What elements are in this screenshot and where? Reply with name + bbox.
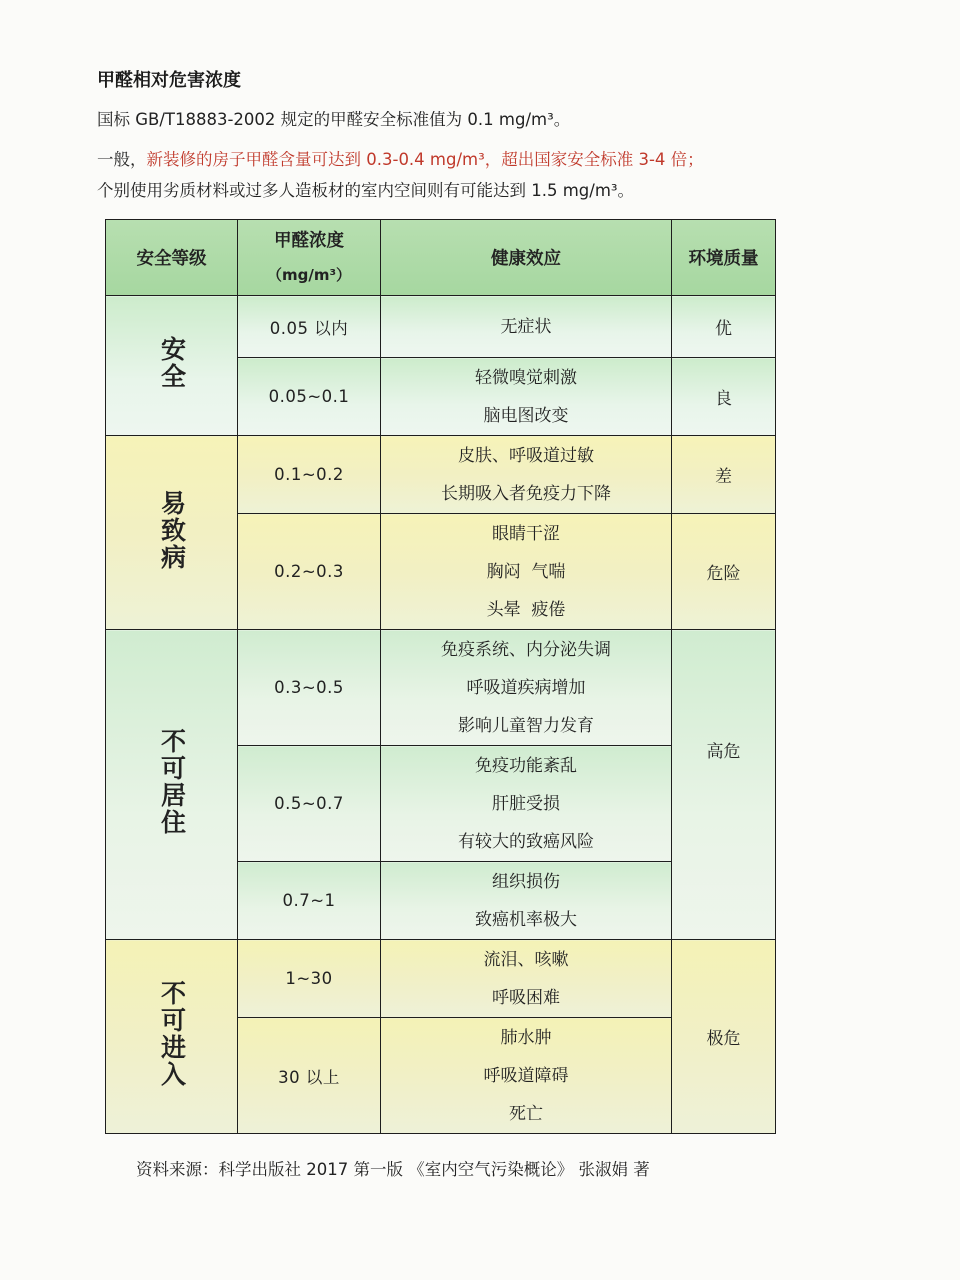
- header-effect: 健康效应: [381, 220, 672, 296]
- concentration-cell: 0.05 以内: [238, 296, 381, 358]
- effect-line: 死亡: [509, 1103, 543, 1124]
- level-label: 安全: [157, 336, 187, 390]
- effect-line: 免疫系统、内分泌失调: [441, 639, 611, 660]
- table-row: [106, 630, 776, 746]
- header-concentration-unit: （mg/m³）: [266, 265, 352, 284]
- effect-line: 眼睛干涩: [492, 523, 560, 544]
- effect-line: 免疫功能紊乱: [475, 755, 577, 776]
- quality-cell: 危险: [672, 514, 776, 630]
- effect-cell: [381, 358, 672, 436]
- quality-cell: 良: [672, 358, 776, 436]
- concentration-cell: 0.7~1: [238, 862, 381, 940]
- effect-line: 致癌机率极大: [475, 909, 577, 930]
- header-concentration-label: 甲醛浓度: [274, 230, 344, 251]
- concentration-cell: 0.5~0.7: [238, 746, 381, 862]
- concentration-cell: 0.2~0.3: [238, 514, 381, 630]
- quality-label: 高危: [706, 742, 741, 762]
- intro-line-standard: 国标 GB/T18883-2002 规定的甲醛安全标准值为 0.1 mg/m³。: [97, 110, 571, 129]
- quality-cell: 差: [672, 436, 776, 514]
- intro-line-renovation: [97, 146, 704, 170]
- table-row: [106, 296, 776, 358]
- effect-line: 肺水肿: [500, 1027, 552, 1048]
- effect-line: 脑电图改变: [483, 405, 569, 426]
- table-header-row: [106, 220, 776, 296]
- quality-cell: [672, 630, 776, 940]
- effect-cell: [381, 630, 672, 746]
- level-cell-prone: [106, 436, 238, 630]
- effect-line: 呼吸道障碍: [483, 1065, 569, 1086]
- effect-cell: [381, 862, 672, 940]
- effect-line: 胸闷 气喘: [486, 561, 566, 582]
- effect-cell: [381, 746, 672, 862]
- effect-cell: [381, 514, 672, 630]
- effect-line: 肝脏受损: [492, 793, 560, 814]
- concentration-cell: 0.1~0.2: [238, 436, 381, 514]
- source-citation: 资料来源：科学出版社 2017 第一版 《室内空气污染概论》 张淑娟 著: [136, 1160, 650, 1179]
- level-label: 不可居住: [157, 728, 187, 836]
- effect-line: 呼吸道疾病增加: [466, 677, 586, 698]
- table-row: [106, 940, 776, 1018]
- concentration-cell: 0.05~0.1: [238, 358, 381, 436]
- formaldehyde-hazard-table: [105, 219, 776, 1134]
- concentration-cell: 1~30: [238, 940, 381, 1018]
- page-title: 甲醛相对危害浓度: [97, 70, 241, 91]
- quality-cell: 优: [672, 296, 776, 358]
- effect-cell: [381, 436, 672, 514]
- level-cell-uninhabitable: [106, 630, 238, 940]
- level-label: 易致病: [157, 489, 187, 571]
- effect-line: 头晕 疲倦: [486, 599, 566, 620]
- effect-cell: [381, 940, 672, 1018]
- header-quality: 环境质量: [672, 220, 776, 296]
- effect-line: 呼吸困难: [492, 987, 560, 1008]
- quality-cell: 极危: [672, 940, 776, 1134]
- level-label: 不可进入: [157, 980, 187, 1088]
- effect-line: 长期吸入者免疫力下降: [441, 483, 611, 504]
- header-concentration: [238, 220, 381, 296]
- intro-prefix: 一般，: [97, 150, 147, 169]
- table-row: [106, 436, 776, 514]
- effect-line: 组织损伤: [492, 871, 560, 892]
- intro-highlight: 新装修的房子甲醛含量可达到 0.3-0.4 mg/m³，超出国家安全标准 3-4 倍；: [146, 150, 704, 169]
- effect-line: 流泪、咳嗽: [483, 949, 569, 970]
- effect-line: 无症状: [500, 316, 552, 337]
- effect-cell: [381, 296, 672, 358]
- level-cell-no-entry: [106, 940, 238, 1134]
- effect-cell: [381, 1018, 672, 1134]
- concentration-cell: 0.3~0.5: [238, 630, 381, 746]
- effect-line: 影响儿童智力发育: [458, 715, 594, 736]
- header-level: 安全等级: [106, 220, 238, 296]
- effect-line: 皮肤、呼吸道过敏: [458, 445, 594, 466]
- effect-line: 轻微嗅觉刺激: [475, 367, 577, 388]
- intro-line-extreme: 个别使用劣质材料或过多人造板材的室内空间则有可能达到 1.5 mg/m³。: [97, 181, 635, 200]
- concentration-cell: 30 以上: [238, 1018, 381, 1134]
- level-cell-safe: [106, 296, 238, 436]
- effect-line: 有较大的致癌风险: [458, 831, 594, 852]
